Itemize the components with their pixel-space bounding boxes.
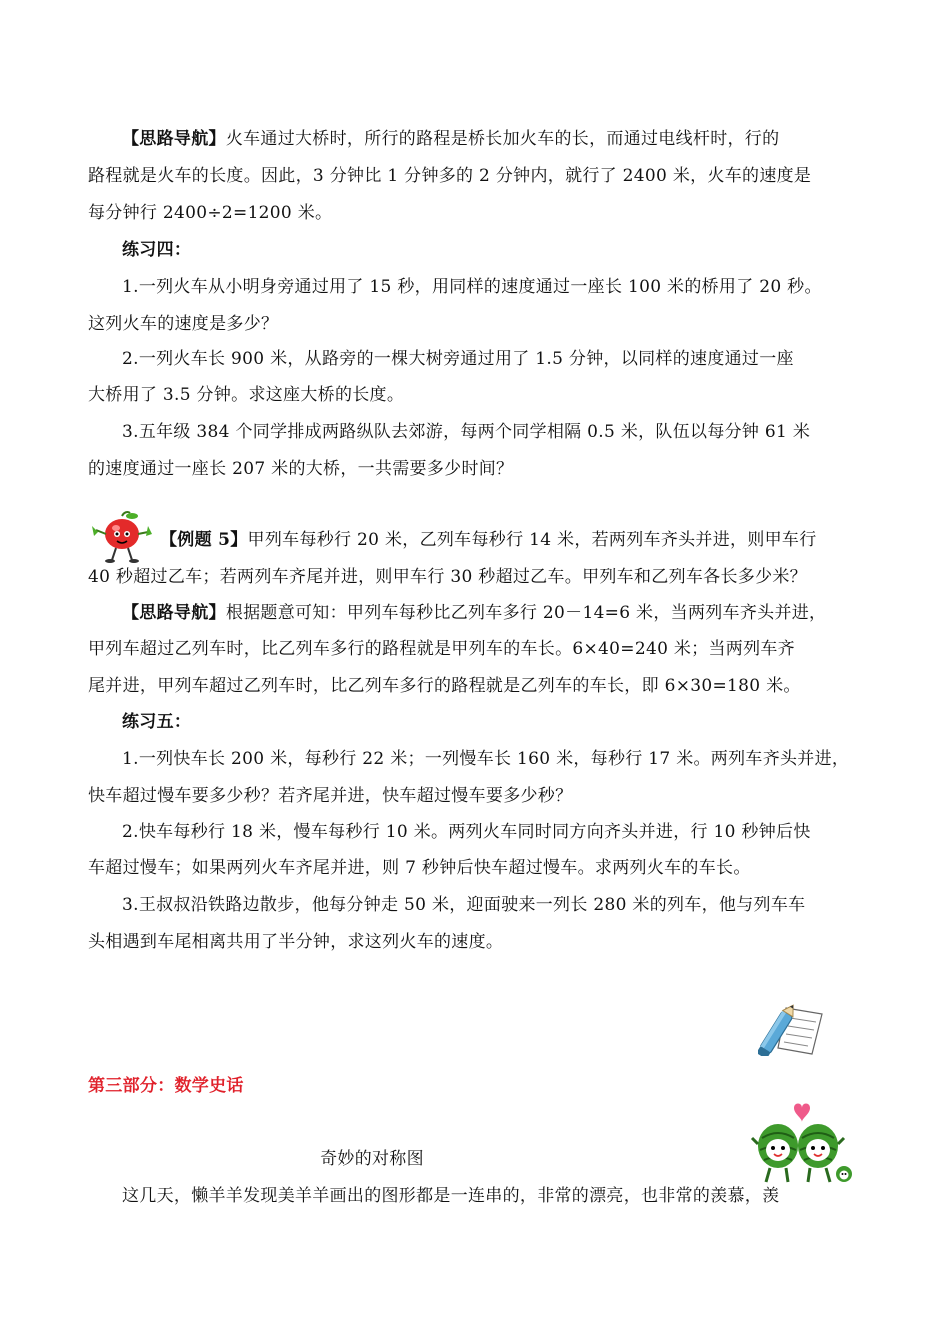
apple-mascot-icon [88,510,156,564]
hint5-line1 [122,602,826,624]
part3-heading: 第三部分：数学史话 [88,1076,244,1096]
example5-text1: 甲列车每秒行 20 米，乙列车每秒行 14 米，若两列车齐头并进，则甲车行 [247,530,817,550]
practice5-q1-line2: 快车超过慢车要多少秒？若齐尾并进，快车超过慢车要多少秒？ [88,786,573,806]
practice4-q1-line1: 1.一列火车从小明身旁通过用了 15 秒，用同样的速度通过一座长 100 米的桥用了 20 秒。 [122,277,822,297]
watermelon-mascots-icon [748,1098,856,1190]
practice4-title: 练习四： [122,240,192,260]
example5-label: 【例题 5】 [160,530,248,550]
hint5-line2: 甲列车超过乙列车时，比乙列车多行的路程就是甲列车的车长。6×40=240 米；当两列车齐 [88,639,795,659]
hint5-text1: 根据题意可知：甲列车每秒比乙列车多行 20－14=6 米，当两列车齐头并进， [225,603,827,623]
pencil-paper-icon [758,1000,828,1056]
story-line1: 这几天，懒羊羊发现美羊羊画出的图形都是一连串的，非常的漂亮，也非常的羡慕，羡 [122,1186,780,1206]
practice5-q3-line2: 头相遇到车尾相离共用了半分钟，求这列火车的速度。 [88,932,504,952]
practice5-title: 练习五： [122,712,192,732]
hint4-label: 【思路导航】 [122,129,226,149]
example5-line2: 40 秒超过乙车；若两列车齐尾并进，则甲车行 30 秒超过乙车。甲列车和乙列车各长多少米？ [88,567,807,587]
hint4-text1: 火车通过大桥时，所行的路程是桥长加火车的长，而通过电线杆时，行的 [225,129,780,149]
practice4-q2-line2: 大桥用了 3.5 分钟。求这座大桥的长度。 [88,385,405,405]
hint4-line3: 每分钟行 2400÷2=1200 米。 [88,203,333,223]
practice4-q3-line2: 的速度通过一座长 207 米的大桥，一共需要多少时间？ [88,459,514,479]
hint5-label: 【思路导航】 [122,603,226,623]
example5-line1 [160,529,817,551]
hint4-line2: 路程就是火车的长度。因此，3 分钟比 1 分钟多的 2 分钟内，就行了 2400 米，火车的速度是 [88,166,812,186]
practice5-q2-line1: 2.快车每秒行 18 米，慢车每秒行 10 米。两列火车同时同方向齐头并进，行 10 秒钟后快 [122,822,811,842]
practice4-q3-line1: 3.五年级 384 个同学排成两路纵队去郊游，每两个同学相隔 0.5 米，队伍以每分钟 61 米 [122,422,811,442]
practice4-q2-line1: 2.一列火车长 900 米，从路旁的一棵大树旁通过用了 1.5 分钟，以同样的速度通过一座 [122,349,794,369]
hint4-line1 [122,128,779,150]
practice5-q2-line2: 车超过慢车；如果两列火车齐尾并进，则 7 秒钟后快车超过慢车。求两列火车的车长。 [88,858,751,878]
story-title: 奇妙的对称图 [320,1149,424,1169]
practice5-q1-line1: 1.一列快车长 200 米，每秒行 22 米；一列慢车长 160 米，每秒行 17 米。两列车齐头并进， [122,749,850,769]
practice5-q3-line1: 3.王叔叔沿铁路边散步，他每分钟走 50 米，迎面驶来一列长 280 米的列车，他与列车车 [122,895,806,915]
hint5-line3: 尾并进，甲列车超过乙列车时，比乙列车多行的路程就是乙列车的车长，即 6×30=180 米。 [88,676,801,696]
practice4-q1-line2: 这列火车的速度是多少？ [88,314,279,334]
